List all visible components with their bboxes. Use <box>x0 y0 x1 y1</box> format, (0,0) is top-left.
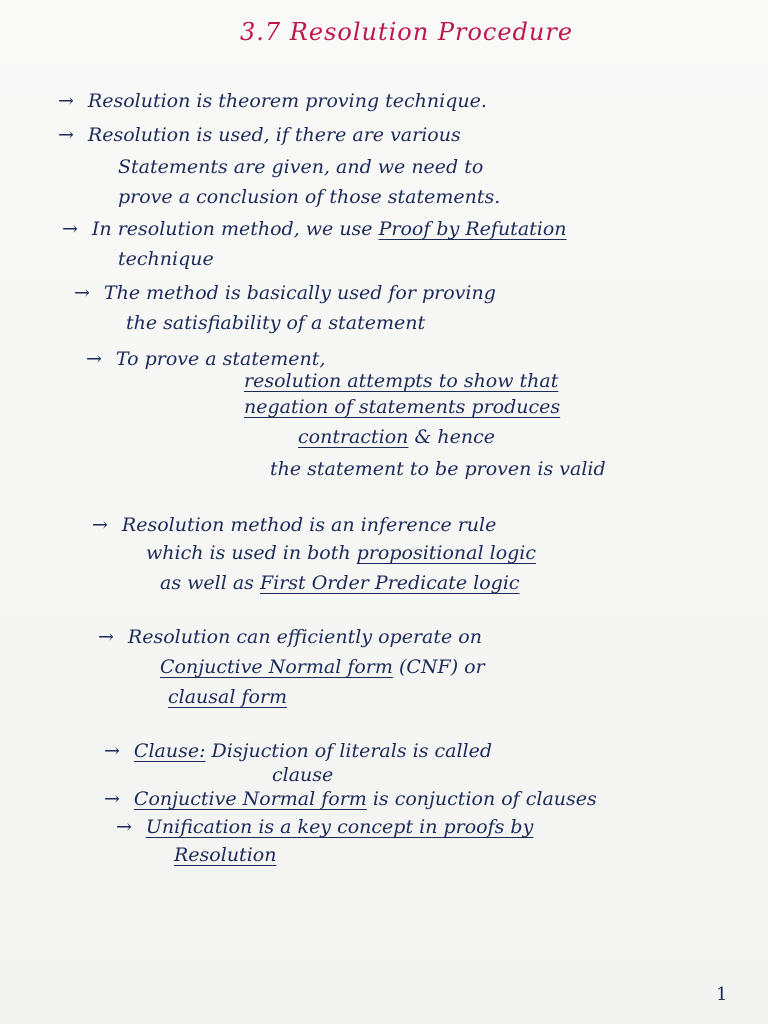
note-text: which is used in both <box>146 542 351 564</box>
note-line <box>146 544 536 563</box>
note-text: In resolution method, we use <box>91 218 373 240</box>
bullet-unification <box>116 818 533 837</box>
arrow-icon: → <box>98 626 114 648</box>
note-line: clause <box>272 764 334 786</box>
note-text: as well as <box>160 572 254 594</box>
note-line: Statements are given, and we need to <box>118 156 484 178</box>
unification-term: Unification is a key concept in proofs by <box>145 816 534 838</box>
bullet-cnf <box>98 628 482 647</box>
bullet-prove-statement <box>86 350 325 369</box>
cnf-term: Conjuctive Normal form <box>160 656 393 678</box>
bullet-resolution-used <box>58 126 461 145</box>
note-line: the statement to be proven is valid <box>270 458 606 480</box>
bullet-refutation <box>62 220 567 239</box>
clausal-form-term: clausal form <box>168 686 288 708</box>
arrow-icon: → <box>62 218 78 240</box>
clause-term: Clause: <box>133 740 206 762</box>
first-order-logic-term: First Order Predicate logic <box>259 572 520 594</box>
bullet-satisfiability <box>74 284 496 303</box>
note-text: & hence <box>414 426 496 448</box>
note-text: The method is basically used for proving <box>103 282 496 304</box>
note-text: Resolution can efficiently operate on <box>127 626 482 648</box>
note-text: Disjuction of literals is called <box>211 740 493 762</box>
bullet-resolution-technique <box>58 92 487 111</box>
bullet-inference-rule <box>92 516 496 535</box>
note-text: is conjuction of clauses <box>372 788 597 810</box>
arrow-icon: → <box>58 90 74 112</box>
note-line <box>160 574 520 593</box>
note-line <box>160 658 485 677</box>
arrow-icon: → <box>86 348 102 370</box>
proof-by-refutation: Proof by Refutation <box>378 218 567 240</box>
note-line: Resolution <box>174 844 277 866</box>
note-line: negation of statements produces <box>244 396 561 418</box>
bullet-clause <box>104 742 492 761</box>
arrow-icon: → <box>74 282 90 304</box>
arrow-icon: → <box>116 816 132 838</box>
note-line: resolution attempts to show that <box>244 370 559 392</box>
propositional-logic-term: propositional logic <box>356 542 537 564</box>
note-line <box>298 428 495 447</box>
note-line: technique <box>118 248 214 270</box>
arrow-icon: → <box>92 514 108 536</box>
note-text: Resolution is used, if there are various <box>87 124 461 146</box>
arrow-icon: → <box>58 124 74 146</box>
note-line: prove a conclusion of those statements. <box>118 186 501 208</box>
note-text: Resolution method is an inference rule <box>121 514 497 536</box>
contraction-term: contraction <box>298 426 409 448</box>
note-line: the satisfiability of a statement <box>126 312 426 334</box>
note-text: To prove a statement, <box>115 348 326 370</box>
arrow-icon: → <box>104 740 120 762</box>
page-title: 3.7 Resolution Procedure <box>240 18 574 46</box>
note-text: (CNF) or <box>398 656 485 678</box>
note-text: Resolution is theorem proving technique. <box>87 90 487 112</box>
page-number: 1 <box>716 984 728 1005</box>
arrow-icon: → <box>104 788 120 810</box>
bullet-conjunctive-normal-form <box>104 790 597 809</box>
cnf-term: Conjuctive Normal form <box>133 788 367 810</box>
